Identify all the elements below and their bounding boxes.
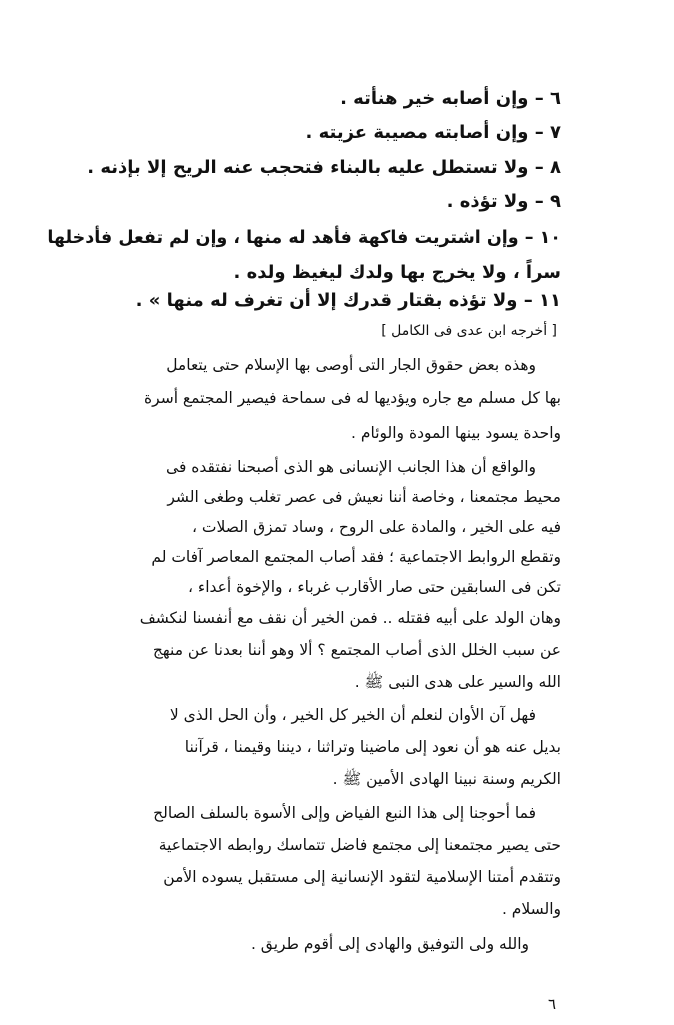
paragraph-line: وهذه بعض حقوق الجار التى أوصى بها الإسلام حتى يتعامل xyxy=(166,356,536,374)
paragraph-line: واحدة يسود بينها المودة والوئام . xyxy=(351,424,561,442)
paragraph-line: وتقطع الروابط الاجتماعية ؛ فقد أصاب المجتمع المعاصر آفات لم xyxy=(151,548,561,566)
paragraph-line: محيط مجتمعنا ، وخاصة أننا نعيش فى عصر تغلب وطغى الشر xyxy=(167,488,561,506)
paragraph-line: تكن فى السابقين حتى صار الأقارب غرباء ، والإخوة أعداء ، xyxy=(188,578,561,596)
paragraph-line: حتى يصير مجتمعنا إلى مجتمع فاضل تتماسك روابطه الاجتماعية xyxy=(158,836,561,854)
paragraph-line: عن سبب الخلل الذى أصاب المجتمع ؟ ألا وهو أننا بعدنا عن منهج xyxy=(152,641,561,659)
page-number: ٦ xyxy=(548,995,557,1013)
paragraph-line: فما أحوجنا إلى هذا النبع الفياض وإلى الأسوة بالسلف الصالح xyxy=(153,804,536,822)
paragraph-line: فيه على الخير ، والمادة على الروح ، وساد تمزق الصلات ، xyxy=(191,518,561,536)
closing-line: والله ولى التوفيق والهادى إلى أقوم طريق . xyxy=(250,935,529,953)
paragraph-line: والواقع أن هذا الجانب الإنسانى هو الذى أصبحنا نفتقده فى xyxy=(166,458,536,476)
paragraph-line: الله والسير على هدى النبى ﷺ . xyxy=(354,673,561,691)
paragraph-line: الكريم وسنة نبينا الهادى الأمين ﷺ . xyxy=(332,770,561,788)
numbered-item: ٧ – وإن أصابته مصيبة عزيته . xyxy=(305,122,561,143)
numbered-item: ٩ – ولا تؤذه . xyxy=(446,191,561,212)
numbered-item-continuation: سراً ، ولا يخرج بها ولدك ليغيظ ولده . xyxy=(233,262,561,283)
paragraph-line: وهان الولد على أبيه فقتله .. فمن الخير أن نقف مع أنفسنا لنكشف xyxy=(139,609,561,627)
paragraph-line: فهل آن الأوان لنعلم أن الخير كل الخير ، وأن الحل الذى لا xyxy=(169,706,536,724)
paragraph-line: وتتقدم أمتنا الإسلامية لتقود الإنسانية إلى مستقبل يسوده الأمن xyxy=(163,868,561,886)
paragraph-line: والسلام . xyxy=(501,900,561,918)
numbered-item: ١١ – ولا تؤذه بقتار قدرك إلا أن تغرف له منها » . xyxy=(135,290,561,311)
numbered-item: ٨ – ولا تستطل عليه بالبناء فتحجب عنه الريح إلا بإذنه . xyxy=(87,157,561,178)
source-citation: [ أخرجه ابن عدى فى الكامل ] xyxy=(381,323,557,339)
numbered-item: ٦ – وإن أصابه خير هنأته . xyxy=(340,88,561,109)
numbered-item: ١٠ – وإن اشتريت فاكهة فأهد له منها ، وإن لم تفعل فأدخلها xyxy=(47,228,561,248)
paragraph-line: بديل عنه هو أن نعود إلى ماضينا وتراثنا ، ديننا وقيمنا ، قرآننا xyxy=(184,738,561,756)
paragraph-line: بها كل مسلم مع جاره ويؤديها له فى سماحة فيصير المجتمع أسرة xyxy=(144,389,561,407)
